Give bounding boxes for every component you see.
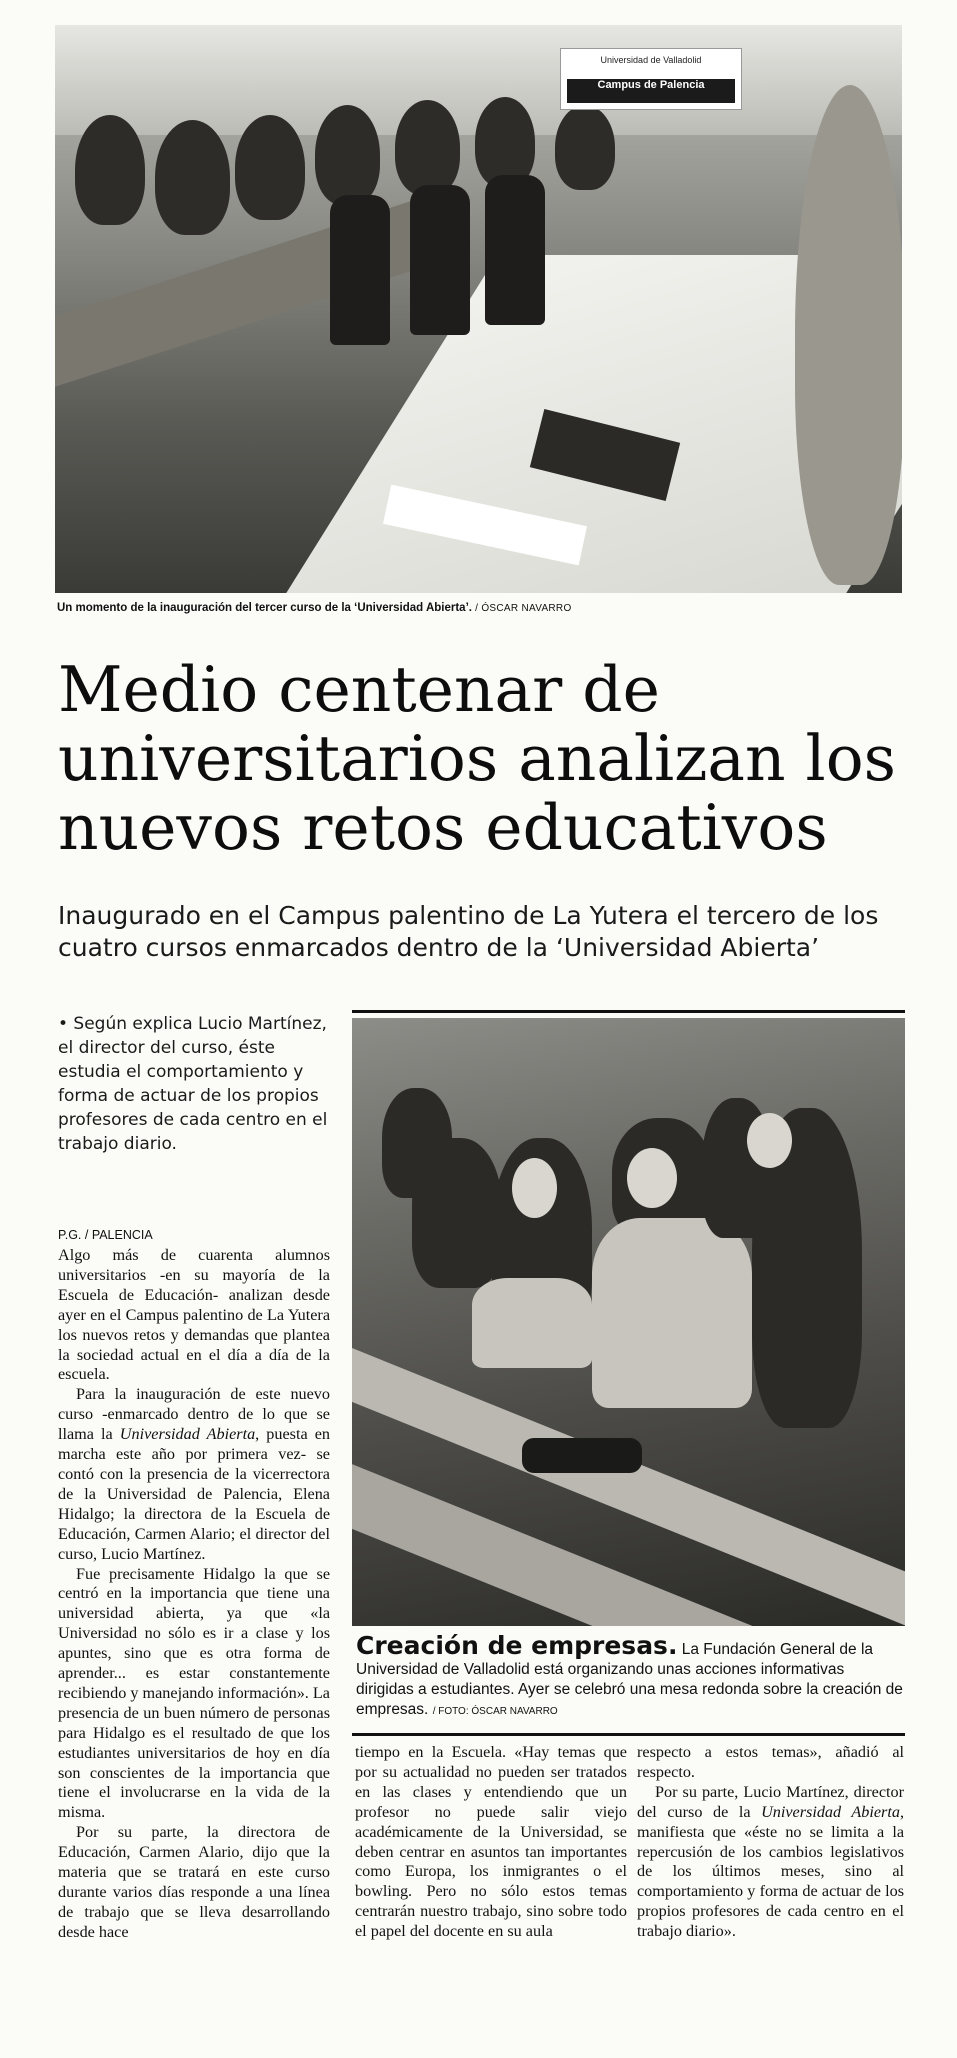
photo-bag: [522, 1438, 642, 1473]
caption-text: Un momento de la inauguración del tercer curso de la ‘Universidad Abierta’.: [57, 602, 472, 614]
caption-text: La Fundación General de la Universidad de Valladolid está organizando unas acciones informativas dirigidas a estudiantes. Ayer se celebró una mesa redonda sobre la creación de empresas.: [356, 1641, 903, 1718]
photo-speaker: [795, 85, 902, 585]
photo-face: [627, 1148, 677, 1208]
paragraph: Fue precisamente Hidalgo la que se centró en la importancia que tiene una universidad abierta, ya que «la Universidad no sólo es ir a clase y los apuntes, sino que es otra forma de aprender... es estar constantemente recibiendo y manejando información». La presencia de un buen número de personas para Hidalgo es el resultado de que los estudiantes universitarios de hoy en día son conscientes de la importancia que tiene el involucrarse en la vida de la misma.: [58, 1564, 330, 1822]
top-photo: [55, 25, 902, 593]
photo-person: [475, 97, 535, 187]
photo-person: [315, 105, 380, 205]
paragraph: Por su parte, Lucio Martínez, director del curso de la Universidad Abierta, manifiesta que «éste no se limita a la repercusión de los cambios legislativos de los últimos meses, sino al comportamiento y forma de actuar de los propios profesores de cada centro en el trabajo diario».: [637, 1782, 904, 1941]
photo-person: [395, 100, 460, 195]
body-column-left: [58, 1246, 330, 1943]
paragraph: Por su parte, la directora de Educación, Carmen Alario, dijo que la materia que se tratará en este curso durante varios días responde a una línea de trabajo que se lleva desarrollando desde hace: [58, 1823, 330, 1941]
campus-sign: [560, 48, 742, 110]
photo-clothing: [472, 1278, 592, 1368]
paragraph: Algo más de cuarenta alumnos universitarios -en su mayoría de la Escuela de Educación- analizan desde ayer en el Campus palentino de La Yutera los nuevos retos y demandas que plantea la sociedad actual en el día a día de la escuela.: [58, 1246, 330, 1384]
photo-chair: [485, 175, 545, 325]
second-photo: [352, 1018, 905, 1626]
top-photo-caption: [57, 602, 897, 614]
body-column-right: [637, 1743, 904, 1942]
paragraph: respecto a estos temas», añadió al respecto.: [637, 1743, 904, 1781]
photo-top-rule: [352, 1010, 905, 1013]
photo-chair: [330, 195, 390, 345]
subtitle: Inaugurado en el Campus palentino de La Yutera el tercero de los cuatro cursos enmarcados dentro de la ‘Universidad Abierta’: [58, 901, 879, 962]
paragraph: Para la inauguración de este nuevo curso -enmarcado dentro de lo que se llama la Universidad Abierta, puesta en marcha este año por primera vez- se contó con la presencia de la vicerrectora de la Universidad de Palencia, Elena Hidalgo; la directora de la Escuela de Educación, Carmen Alario; el director del curso, Lucio Martínez.: [58, 1385, 331, 1563]
second-photo-caption: [356, 1631, 904, 1722]
photo-person: [555, 105, 615, 190]
sign-university: Universidad de Valladolid: [600, 55, 702, 65]
byline: P.G. / PALENCIA: [58, 1228, 153, 1242]
photo-face: [747, 1113, 792, 1168]
photo-clothing: [592, 1218, 752, 1408]
photo-credit: / ÓSCAR NAVARRO: [475, 603, 572, 614]
photo-person: [412, 1138, 502, 1288]
caption-bottom-rule: [352, 1733, 905, 1736]
summary: • Según explica Lucio Martínez, el director del curso, éste estudia el comportamiento y forma de actuar de los propios profesores de cada centro en el trabajo diario.: [58, 1014, 328, 1154]
photo-face: [512, 1158, 557, 1218]
photo-person: [235, 115, 305, 220]
paragraph: tiempo en la Escuela. «Hay temas que por su actualidad no pueden ser tratados en las clases y entendiendo que un profesor no puede salir viejo académicamente de la Universidad, se deben centrar en asuntos tan importantes como Europa, los inmigrantes o el bowling. Pero no sólo estos temas centrarán nuestro trabajo, sino sobre todo el papel del docente en su aula: [355, 1743, 627, 1941]
sign-campus: Campus de Palencia: [567, 79, 735, 103]
photo-chair: [410, 185, 470, 335]
headline: Medio centenar de universitarios analizan los nuevos retos educativos: [58, 653, 896, 864]
caption-lead: Creación de empresas.: [356, 1631, 678, 1660]
body-column-middle: [355, 1743, 627, 1942]
photo-person: [75, 115, 145, 225]
photo-credit: / FOTO: ÓSCAR NAVARRO: [432, 1706, 558, 1717]
photo-person: [155, 120, 230, 235]
